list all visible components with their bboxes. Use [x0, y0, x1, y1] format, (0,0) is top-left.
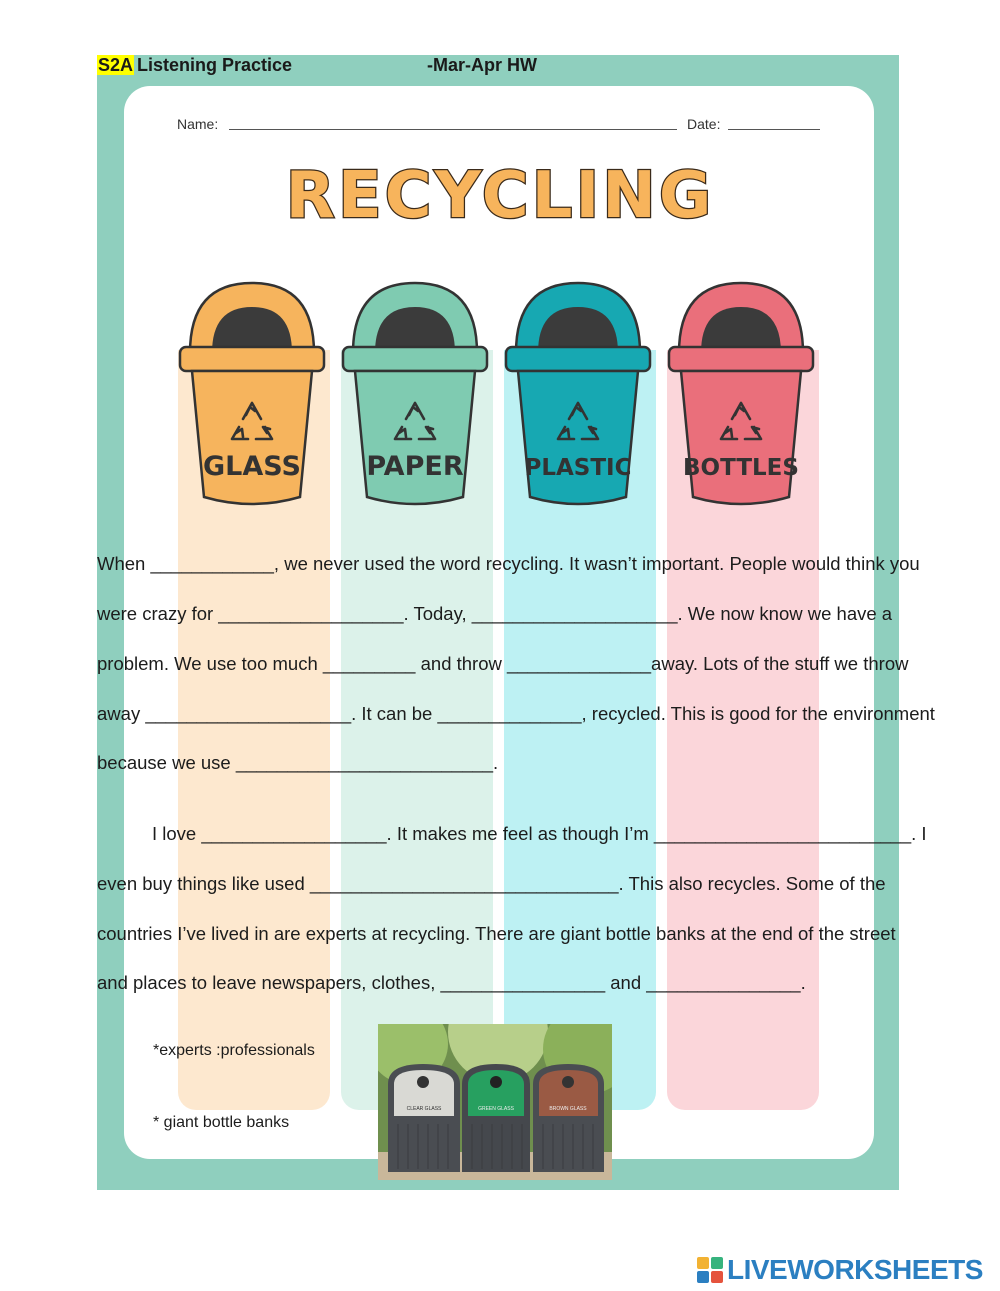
name-field[interactable]: [229, 129, 677, 130]
note-bottle-banks: * giant bottle banks: [153, 1114, 290, 1131]
class-code: S2A: [98, 55, 134, 75]
bin-glass: [180, 283, 324, 504]
bin-label-bottles: BOTTLES: [683, 455, 799, 481]
passage-line: and places to leave newspapers, clothes, ________________ and _______________.: [97, 972, 806, 993]
liveworksheets-icon: [697, 1257, 723, 1283]
green-glass-label: GREEN GLASS: [478, 1106, 514, 1112]
worksheet-header: [97, 55, 537, 79]
passage-line: I love __________________. It makes me feel as though I’m _________________________. I: [152, 823, 927, 844]
passage-line: problem. We use too much _________ and throw ______________away. Lots of the stuff we throw: [97, 653, 909, 674]
homework-label: -Mar-Apr HW: [427, 55, 537, 75]
passage-line: were crazy for __________________. Today, ____________________. We now know we have a: [97, 603, 893, 624]
clear-glass-label: CLEAR GLASS: [406, 1106, 442, 1112]
recycling-bins: [170, 275, 830, 525]
passage-line: countries I’ve lived in are experts at recycling. There are giant bottle banks at the end of the street: [97, 923, 896, 944]
passage-line: away ____________________. It can be ______________, recycled. This is good for the environment: [97, 703, 935, 724]
passage-line: because we use _________________________.: [97, 752, 499, 773]
header-title: Listening Practice: [137, 55, 293, 75]
passage-line: When ____________, we never used the word recycling. It wasn’t important. People would think you: [97, 553, 920, 574]
date-field[interactable]: [728, 129, 820, 130]
note-experts: *experts :professionals: [153, 1042, 315, 1059]
bin-label-plastic: PLASTIC: [524, 455, 632, 481]
logo-text: LIVEWORKSHEETS: [727, 1254, 983, 1285]
bin-plastic: [506, 283, 650, 504]
name-label: Name:: [177, 116, 219, 132]
bottle-banks-photo: [378, 1024, 612, 1180]
brown-glass-label: BROWN GLASS: [549, 1106, 587, 1112]
title-text: RECYCLING: [285, 159, 715, 233]
date-label: Date:: [687, 116, 721, 132]
bin-label-paper: PAPER: [366, 451, 464, 482]
liveworksheets-logo[interactable]: [697, 1254, 983, 1286]
bin-label-glass: GLASS: [203, 451, 301, 482]
bin-bottles: [669, 283, 813, 504]
passage-line: even buy things like used ______________________________. This also recycles. Some of the: [97, 873, 886, 894]
clear-glass-bank: [388, 1064, 460, 1172]
bin-paper: [343, 283, 487, 504]
page-title: [0, 158, 1000, 239]
